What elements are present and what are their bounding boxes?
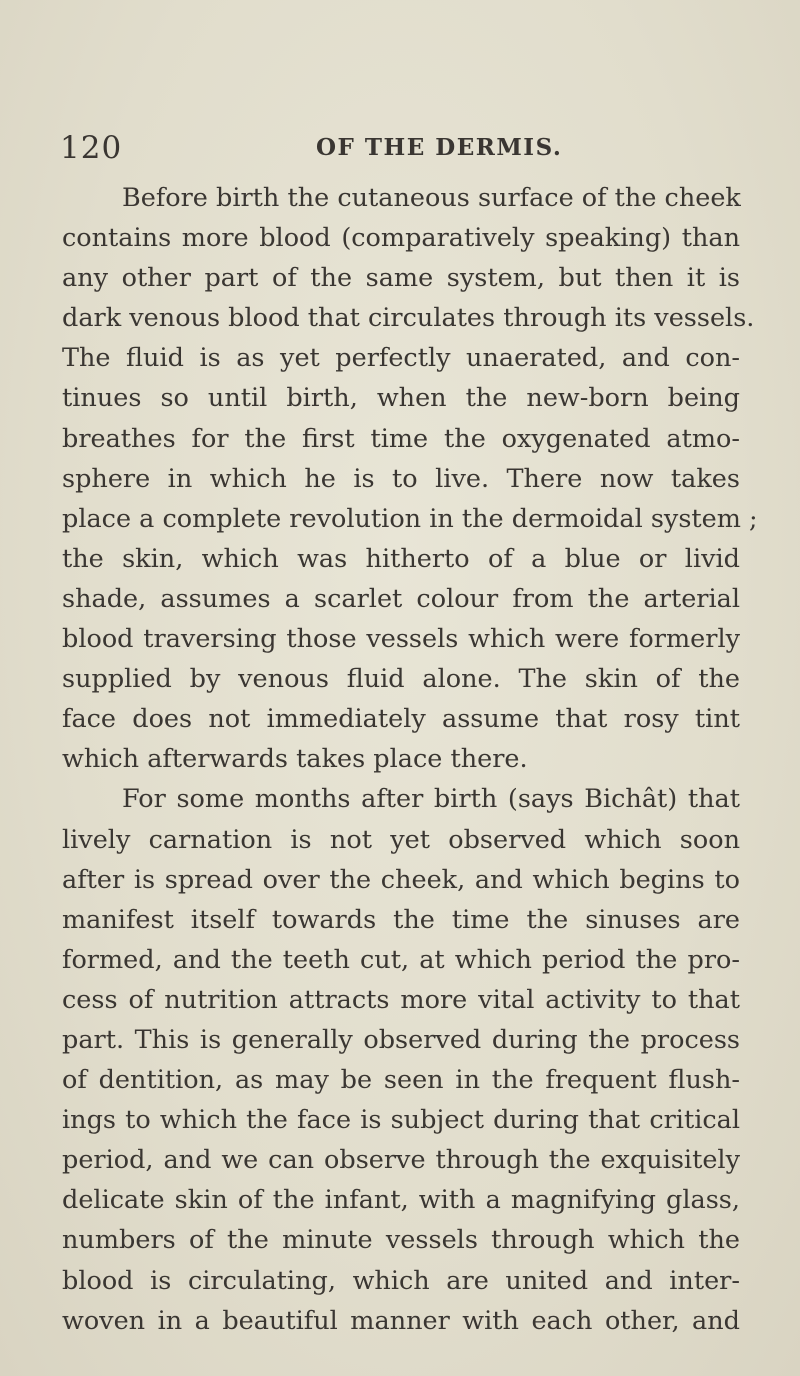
running-head <box>60 128 760 168</box>
text-line: after is spread over the cheek, and which begins to <box>62 864 740 895</box>
text-line: part. This is generally observed during the process <box>62 1024 740 1055</box>
text-line: shade, assumes a scarlet colour from the arterial <box>62 583 740 614</box>
text-line: numbers of the minute vessels through which the <box>62 1225 740 1256</box>
text-line: manifest itself towards the time the sinuses are <box>62 904 740 935</box>
text-line: sphere in which he is to live. There now takes <box>62 463 740 494</box>
text-line: supplied by venous fluid alone. The skin of the <box>62 664 740 695</box>
text-line: lively carnation is not yet observed which soon <box>62 824 740 855</box>
text-line: blood is circulating, which are united and inter- <box>62 1265 740 1296</box>
text-line: ings to which the face is subject during that critical <box>62 1105 740 1136</box>
text-line: blood traversing those vessels which were formerly <box>62 624 740 655</box>
body-text <box>62 178 758 1341</box>
text-line: breathes for the first time the oxygenated atmo- <box>62 423 740 454</box>
text-line: Before birth the cutaneous surface of the cheek <box>122 183 741 213</box>
text-line: For some months after birth (says Bichât) that <box>122 784 740 815</box>
text-line: formed, and the teeth cut, at which period the pro- <box>62 944 740 975</box>
text-line: which afterwards takes place there. <box>62 744 528 775</box>
text-line: any other part of the same system, but then it is <box>62 263 740 294</box>
text-line: dark venous blood that circulates through its vessels. <box>62 303 755 334</box>
text-line: of dentition, as may be seen in the frequent flush- <box>62 1065 740 1096</box>
text-line: contains more blood (comparatively speaking) than <box>62 223 740 254</box>
text-line: cess of nutrition attracts more vital activity to that <box>62 984 740 1015</box>
text-line: woven in a beautiful manner with each other, and <box>62 1305 740 1336</box>
page-number: 120 <box>60 130 123 166</box>
text-line: face does not immediately assume that rosy tint <box>62 704 740 735</box>
text-line: tinues so until birth, when the new-born being <box>62 383 740 414</box>
text-line: delicate skin of the infant, with a magnifying glass, <box>62 1185 740 1216</box>
text-line: the skin, which was hitherto of a blue or livid <box>62 543 740 574</box>
running-head-title: OF THE DERMIS. <box>316 134 563 161</box>
text-line: period, and we can observe through the exquisitely <box>62 1145 740 1176</box>
text-line: place a complete revolution in the dermoidal system ; <box>62 503 758 534</box>
text-line: The fluid is as yet perfectly unaerated, and con- <box>62 343 740 374</box>
